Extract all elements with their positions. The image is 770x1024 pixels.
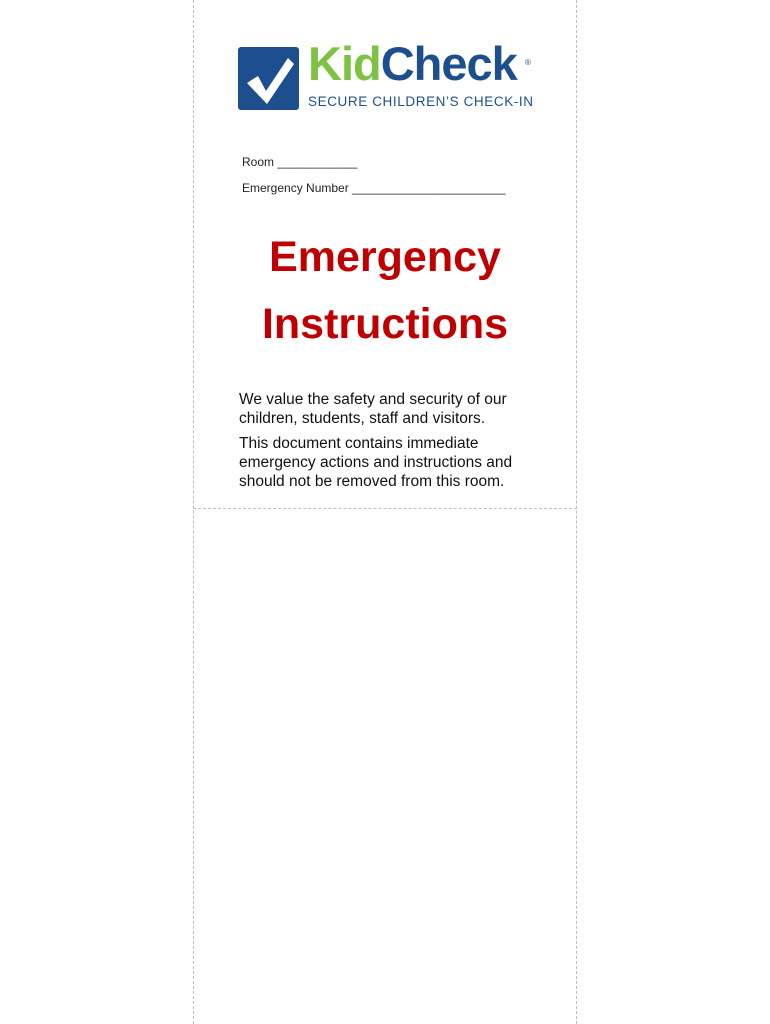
fold-line: [193, 508, 577, 509]
title-line-2: Instructions: [261, 300, 509, 348]
logo-word-check: Check: [380, 37, 517, 90]
emergency-number-field: Emergency Number _______________________: [242, 181, 506, 195]
intro-paragraph: We value the safety and security of our children, students, staff and visitors.: [239, 391, 507, 427]
kidcheck-logo: [238, 37, 534, 112]
logo-tagline: SECURE CHILDREN’S CHECK-IN: [308, 94, 534, 109]
brochure-panel: [193, 0, 577, 1024]
title-line-1: Emergency: [269, 233, 501, 281]
room-field: Room ____________: [242, 155, 358, 169]
registered-mark: ®: [525, 58, 531, 67]
notice-paragraph: This document contains immediate emergency actions and instructions and should not be removed from this room.: [239, 435, 513, 490]
checkmark-icon: [238, 47, 299, 110]
logo-wordmark: [308, 38, 517, 90]
logo-word-kid: Kid: [308, 37, 381, 90]
